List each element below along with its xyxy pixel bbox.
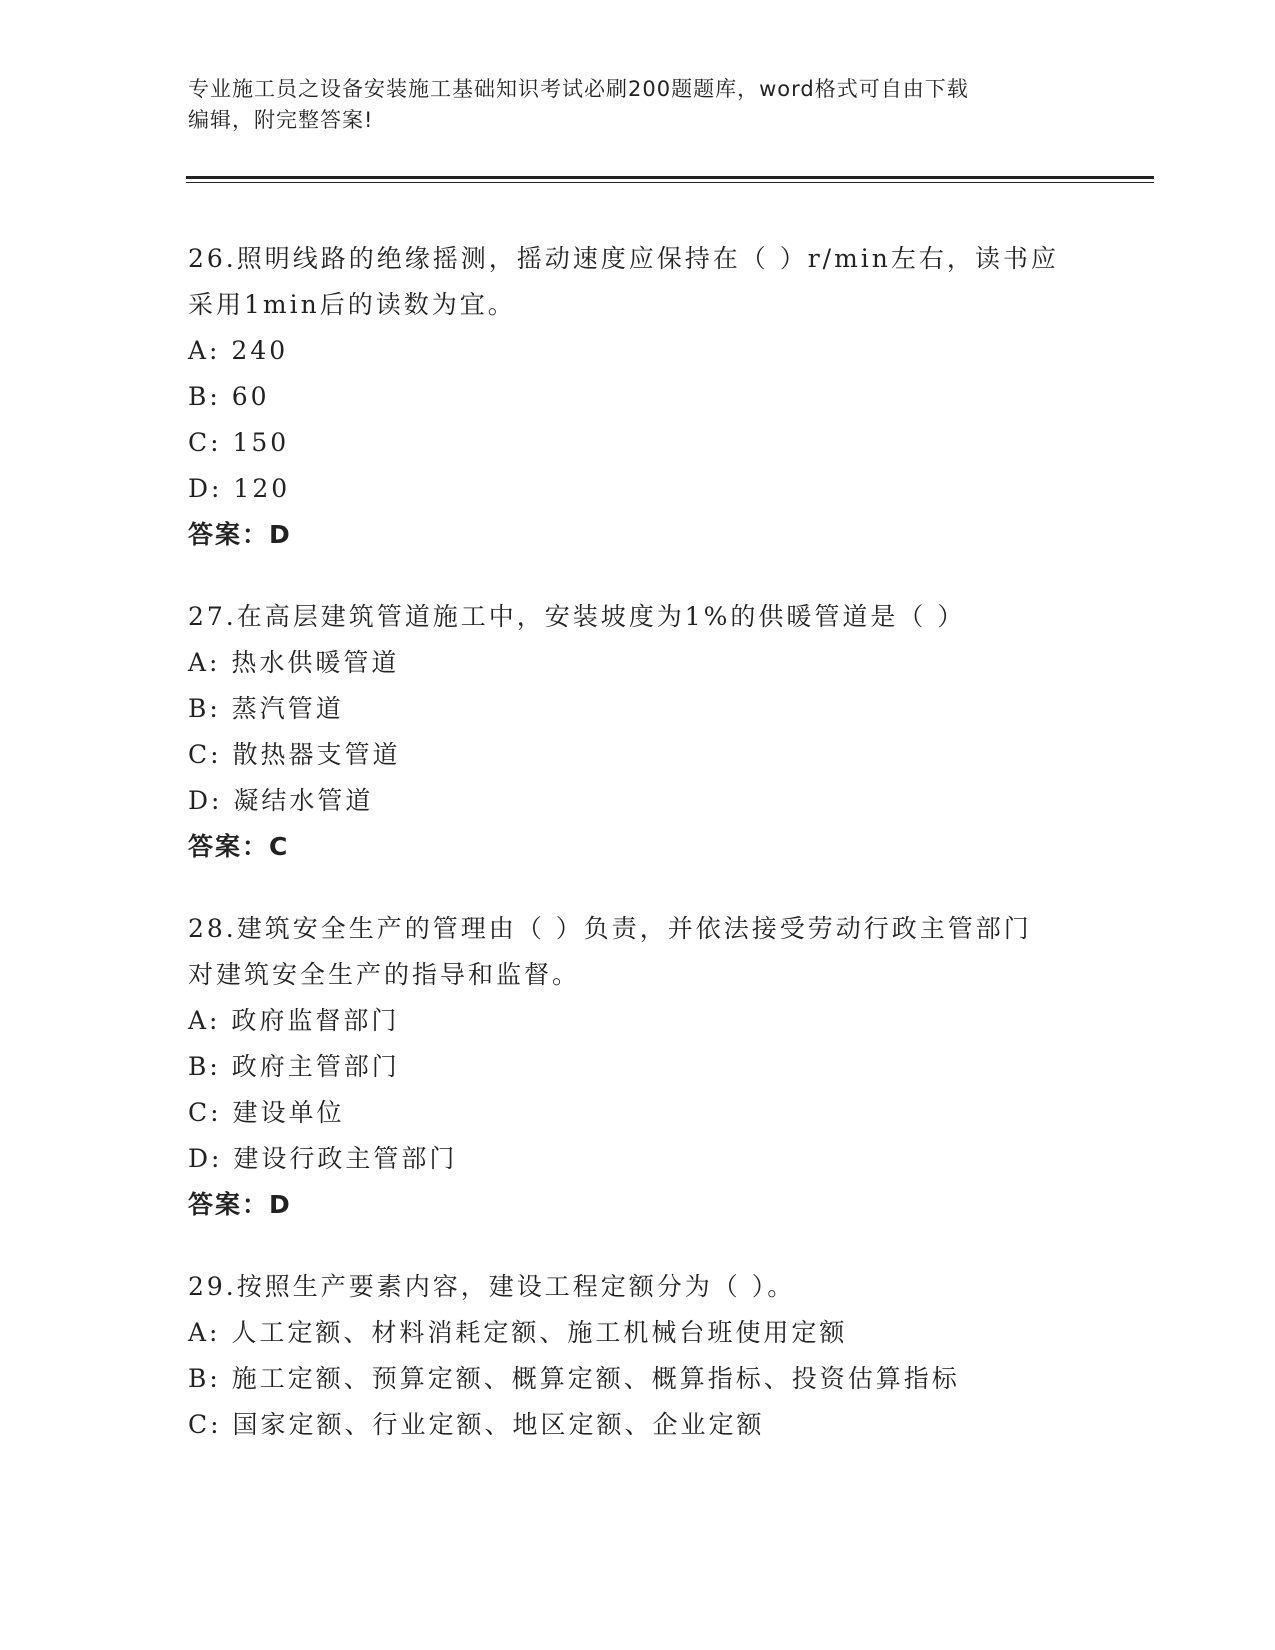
option-d: D: 120 <box>188 474 291 503</box>
question-text-line: 26.照明线路的绝缘摇测，摇动速度应保持在（ ）r/min左右，读书应 <box>188 244 1059 273</box>
question-text-line: 29.按照生产要素内容，建设工程定额分为（ ）。 <box>188 1272 796 1301</box>
option-c: C: 建设单位 <box>188 1098 345 1127</box>
answer-line: 答案：D <box>188 1190 292 1219</box>
document-header <box>188 74 1068 136</box>
option-b: B: 60 <box>188 382 270 411</box>
question-26 <box>188 236 1088 558</box>
question-text <box>188 236 1088 328</box>
option-c: C: 150 <box>188 428 290 457</box>
question-text <box>188 1264 1088 1310</box>
question-28 <box>188 906 1088 1228</box>
question-text-line: 对建筑安全生产的指导和监督。 <box>188 960 581 989</box>
option-c: C: 散热器支管道 <box>188 740 401 769</box>
option-a: A: 热水供暖管道 <box>188 648 400 677</box>
question-27 <box>188 594 1088 870</box>
question-text-line: 28.建筑安全生产的管理由（ ）负责，并依法接受劳动行政主管部门 <box>188 914 1032 943</box>
question-29 <box>188 1264 1088 1448</box>
option-a: A: 人工定额、材料消耗定额、施工机械台班使用定额 <box>188 1318 848 1347</box>
option-d: D: 凝结水管道 <box>188 786 374 815</box>
answer-line: 答案：D <box>188 520 292 549</box>
question-text <box>188 594 1088 640</box>
header-divider-thin <box>186 182 1154 183</box>
option-a: A: 政府监督部门 <box>188 1006 400 1035</box>
option-c: C: 国家定额、行业定额、地区定额、企业定额 <box>188 1410 765 1439</box>
option-b: B: 政府主管部门 <box>188 1052 400 1081</box>
option-a: A: 240 <box>188 336 289 365</box>
answer-line: 答案：C <box>188 832 290 861</box>
question-list <box>188 236 1088 1484</box>
question-text-line: 27.在高层建筑管道施工中，安装坡度为1%的供暖管道是（ ） <box>188 602 966 631</box>
question-text <box>188 906 1088 998</box>
option-b: B: 蒸汽管道 <box>188 694 344 723</box>
header-divider-thick <box>186 176 1154 179</box>
option-b: B: 施工定额、预算定额、概算定额、概算指标、投资估算指标 <box>188 1364 960 1393</box>
question-text-line: 采用1min后的读数为宜。 <box>188 290 516 319</box>
header-line-1: 专业施工员之设备安装施工基础知识考试必刷200题题库，word格式可自由下载 <box>188 77 969 101</box>
option-d: D: 建设行政主管部门 <box>188 1144 458 1173</box>
header-line-2: 编辑，附完整答案! <box>188 108 374 132</box>
